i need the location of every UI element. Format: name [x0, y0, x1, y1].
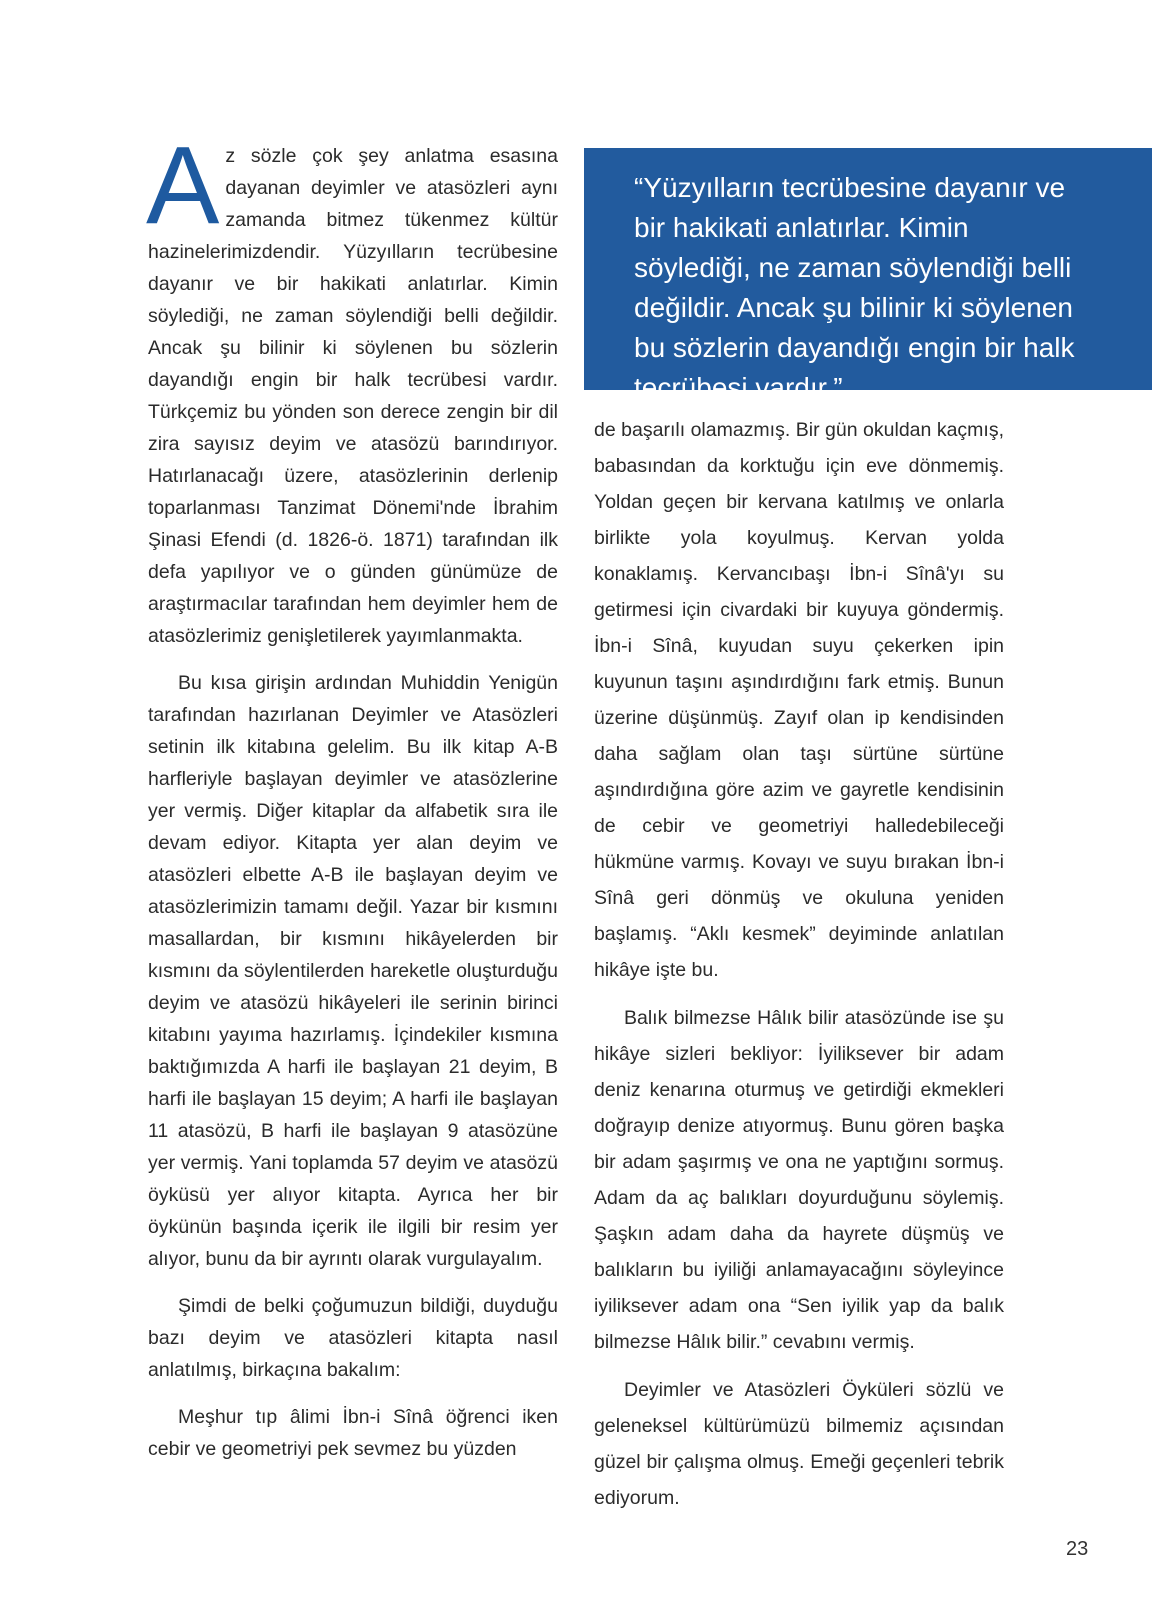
intro-text: z sözle çok şey anlatma esasına dayanan deyimler ve atasözleri aynı zamanda bitmez tükenmez kültür hazinelerimizdendir. Yüzyılların tecrübesine dayanır ve bir hakikati anlatırlar. Kimin söylediği, ne zaman söylendiği belli değildir. Ancak şu bilinir ki söylenen bu sözlerin dayandığı engin bir halk tecrübesi vardır. Türkçemiz bu yönden son derece zengin bir dil zira sayısız deyim ve atasözü barındırıyor. Hatırlanacağı üzere, atasözlerinin derlenip toparlanması Tanzimat Dönemi'nde İbrahim Şinasi Efendi (d. 1826-ö. 1871) tarafından ilk defa yapılıyor ve o günden günümüze de araştırmacılar tarafından hem deyimler hem de atasözlerimiz genişletilerek yayımlanmakta.	[148, 145, 558, 647]
pull-quote	[584, 148, 1152, 403]
right-column	[594, 412, 1004, 1516]
paragraph-ibn-sina-story: de başarılı olamazmış. Bir gün okuldan kaçmış, babasından da korktuğu için eve dönmemiş. Yoldan geçen bir kervana katılmış ve onlarla birlikte yola koyulmuş. Kervan yolda konaklamış. Kervancıbaşı İbn-i Sînâ'yı su getirmesi için civardaki bir kuyuya göndermiş. İbn-i Sînâ, kuyudan suyu çekerken ipin kuyunun taşını aşındırdığını fark etmiş. Bunun üzerine düşünmüş. Zayıf olan ip kendisinden daha sağlam olan taşı sürtüne sürtüne aşındırdığına göre azim ve gayretle kendisinin de cebir ve geometriyi halledebileceği hükmüne varmış. Kovayı ve suyu bırakan İbn-i Sînâ geri dönmüş ve okuluna yeniden başlamış. “Aklı kesmek” deyiminde anlatılan hikâye işte bu.	[594, 419, 1004, 981]
paragraph-conclusion: Deyimler ve Atasözleri Öyküleri sözlü ve geleneksel kültürümüzü bilmemiz açısından güzel bir çalışma olmuş. Emeği geçenleri tebrik ediyorum.	[594, 1379, 1004, 1509]
intro-paragraph	[146, 124, 558, 652]
paragraph-book-intro: Bu kısa girişin ardından Muhiddin Yenigün tarafından hazırlanan Deyimler ve Atasözleri setinin ilk kitabına gelelim. Bu ilk kitap A-B harfleriyle başlayan deyimler ve atasözlerine yer vermiş. Diğer kitaplar da alfabetik sıra ile devam ediyor. Kitapta yer alan deyim ve atasözleri elbette A-B ile başlayan deyim ve atasözlerimizin tamamı değil. Yazar bir kısmını masallardan, bir kısmını hikâyelerden bir kısmını da söylentilerden hareketle oluşturduğu deyim ve atasözü hikâyeleri ile serinin birinci kitabını yayıma hazırlamış. İçindekiler kısmına baktığımızda A harfi ile başlayan 21 deyim, B harfi ile başlayan 15 deyim; A harfi ile başlayan 11 atasözü, B harfi ile başlayan 9 atasözüne yer vermiş. Yani toplamda 57 deyim ve atasözü öyküsü yer alıyor kitapta. Ayrıca her bir öykünün başında içerik ile ilgili bir resim yer alıyor, bunu da bir ayrıntı olarak vurgulayalım.	[148, 672, 558, 1270]
page-number: 23	[1066, 1538, 1089, 1560]
drop-cap: A	[146, 124, 220, 247]
paragraph-balik-story: Balık bilmezse Hâlık bilir atasözünde ise şu hikâye sizleri bekliyor: İyiliksever bir adam deniz kenarına oturmuş ve getirdiği ekmekleri doğrayıp denize atıyormuş. Bunu gören başka bir adam şaşırmış ve ona ne yaptığını sormuş. Adam da aç balıkları doyurduğunu söylemiş. Şaşkın adam daha da hayrete düşmüş ve balıkların bu iyiliği anlamayacağını söyleyince iyiliksever adam ona “Sen iyilik yap da balık bilmezse Hâlık bilir.” cevabını vermiş.	[594, 1007, 1004, 1353]
paragraph-transition: Şimdi de belki çoğumuzun bildiği, duyduğu bazı deyim ve atasözleri kitapta nasıl anlatılmış, birkaçına bakalım:	[148, 1295, 558, 1381]
left-column	[146, 124, 558, 1465]
paragraph-ibn-sina-start: Meşhur tıp âlimi İbn-i Sînâ öğrenci iken cebir ve geometriyi pek sevmez bu yüzden	[148, 1406, 558, 1460]
pull-quote-text: “Yüzyılların tecrübesine dayanır ve bir hakikati anlatırlar. Kimin söylediği, ne zaman söylendiği belli değildir. Ancak şu bilinir ki söylenen bu sözlerin dayandığı engin bir halk tecrübesi vardır.”	[634, 172, 1075, 403]
